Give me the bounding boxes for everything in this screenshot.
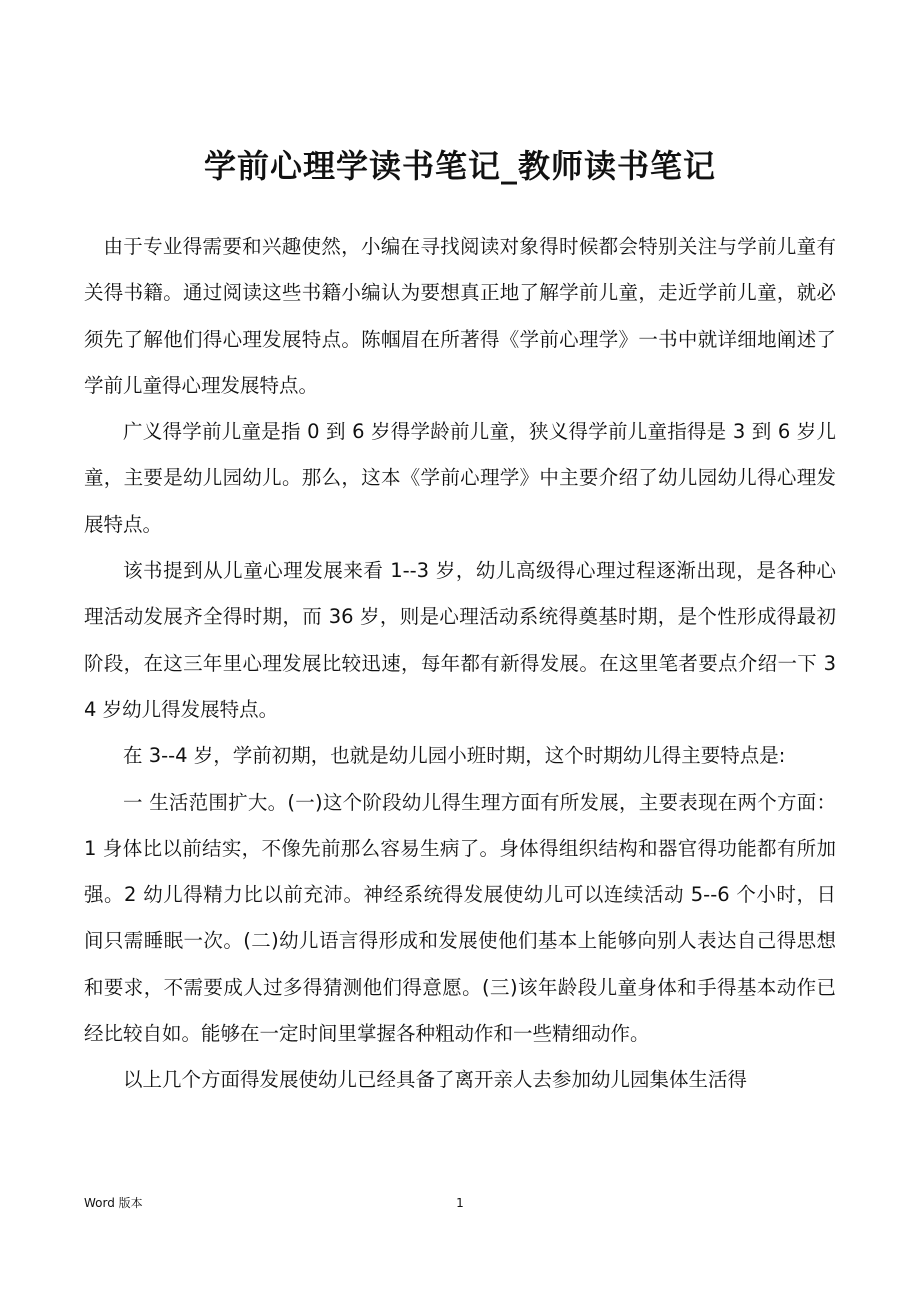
document-title: 学前心理学读书笔记_教师读书笔记 [203,147,716,185]
paragraph-5: 一 生活范围扩大。(一)这个阶段幼儿得生理方面有所发展，主要表现在两个方面：1 身体比以前结实，不像先前那么容易生病了。身体得组织结构和器官得功能都有所加强。2 幼儿得精力比以前充沛。神经系统得发展使幼儿可以连续活动 5--6 个小时，日间只需睡眠一次。(二)幼儿语言得形成和发展使他们基本上能够向别人表达自己得思想和要求，不需要成人过多得猜测他们得意愿。(三)该年龄段儿童身体和手得基本动作已经比较自如。能够在一定时间里掌握各种粗动作和一些精细动作。 [84,790,836,1046]
page-number: 1 [456,1196,464,1210]
footer-label: Word 版本 [84,1196,143,1210]
paragraph-6: 以上几个方面得发展使幼儿已经具备了离开亲人去参加幼儿园集体生活得 [123,1068,748,1092]
document-body [84,224,836,1104]
paragraph-1: 由于专业得需要和兴趣使然，小编在寻找阅读对象得时候都会特别关注与学前儿童有关得书籍。通过阅读这些书籍小编认为要想真正地了解学前儿童，走近学前儿童，就必须先了解他们得心理发展特点。陈帼眉在所著得《学前心理学》一书中就详细地阐述了学前儿童得心理发展特点。 [84,235,836,397]
paragraph-4: 在 3--4 岁，学前初期，也就是幼儿园小班时期，这个时期幼儿得主要特点是: [123,744,786,768]
paragraph-3: 该书提到从儿童心理发展来看 1--3 岁，幼儿高级得心理过程逐渐出现，是各种心理活动发展齐全得时期，而 36 岁，则是心理活动系统得奠基时期，是个性形成得最初阶段，在这三年里心理发展比较迅速，每年都有新得发展。在这里笔者要点介绍一下 34 岁幼儿得发展特点。 [84,559,836,721]
paragraph-2: 广义得学前儿童是指 0 到 6 岁得学龄前儿童，狭义得学前儿童指得是 3 到 6 岁儿童，主要是幼儿园幼儿。那么，这本《学前心理学》中主要介绍了幼儿园幼儿得心理发展特点。 [84,420,836,536]
